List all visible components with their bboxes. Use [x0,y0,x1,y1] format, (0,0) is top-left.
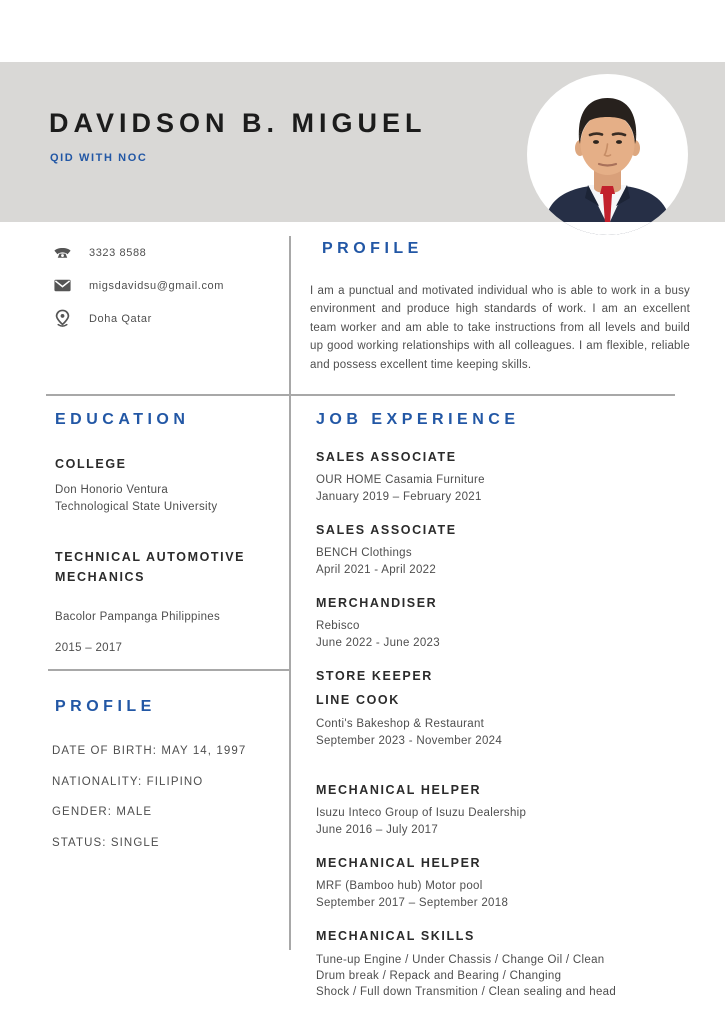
email-address: migsdavidsu@gmail.com [89,279,225,292]
profile-summary-heading: PROFILE [322,240,423,257]
job-entry [316,854,702,912]
mechanical-skills-block [316,927,702,1000]
job-title: SALES ASSOCIATE [316,523,457,537]
education-college-label: COLLEGE [55,457,127,471]
horizontal-divider-top [46,394,675,396]
job-title: SALES ASSOCIATE [316,450,457,464]
personal-items [52,745,287,849]
education-program: TECHNICAL AUTOMOTIVE MECHANICS [55,550,246,584]
contact-email-row [53,276,268,295]
email-icon [53,276,72,295]
job-period: January 2019 – February 2021 [316,491,482,503]
job-entry [316,448,702,506]
portrait-illustration [527,74,688,235]
job-period: April 2021 - April 2022 [316,564,437,576]
location-icon [53,309,72,328]
personal-profile-heading: PROFILE [55,698,156,715]
mechanical-skills-line: Drum break / Repack and Bearing / Changing [316,970,562,982]
job-company: OUR HOME Casamia Furniture [316,474,485,486]
candidate-subtitle: QID WITH NOC [50,152,148,164]
job-entry [316,781,702,839]
mechanical-skills-line: Tune-up Engine / Under Chassis / Change Oil / Clean [316,954,605,966]
contact-block [53,243,268,342]
job-company: Conti's Bakeshop & Restaurant [316,718,485,730]
phone-icon [53,243,72,262]
job-entry [316,594,702,652]
job-entry [316,667,702,750]
job-title-secondary: LINE COOK [316,693,400,707]
education-college-line1: Don Honorio Ventura [55,484,169,496]
personal-nationality: NATIONALITY: FILIPINO [52,775,204,788]
job-title: MECHANICAL HELPER [316,856,482,870]
personal-gender: GENDER: MALE [52,806,153,818]
job-entry [316,521,702,579]
job-title: STORE KEEPER [316,669,433,683]
job-experience-section [316,411,702,1000]
job-title: MERCHANDISER [316,596,438,610]
horizontal-divider-left [48,669,289,671]
mechanical-skills-line: Shock / Full down Transmition / Clean sealing and head [316,986,617,998]
profile-photo [527,74,688,235]
job-company: Rebisco [316,620,360,632]
education-college-line2: Technological State University [55,501,218,513]
contact-phone-row [53,243,268,262]
job-period: September 2017 – September 2018 [316,897,509,909]
phone-number: 3323 8588 [89,246,147,259]
mechanical-skills-title: MECHANICAL SKILLS [316,929,475,943]
profile-summary-text: I am a punctual and motivated individual who is able to work in a busy environment and produce high standards of work. I am an excellent team worker and am able to take instructions from all levels and build up good working relationships with all colleagues. I am flexible, reliable and possess excellent time keeping skills. [310,284,690,371]
candidate-name: DAVIDSON B. MIGUEL [49,108,427,138]
location-text: Doha Qatar [89,312,152,325]
education-years: 2015 – 2017 [55,642,123,654]
job-period: June 2022 - June 2023 [316,637,440,649]
job-title: MECHANICAL HELPER [316,783,482,797]
job-experience-heading: JOB EXPERIENCE [316,411,520,428]
education-location: Bacolor Pampanga Philippines [55,611,221,623]
education-heading: EDUCATION [55,411,190,428]
personal-status: STATUS: SINGLE [52,836,160,849]
education-college-name [55,482,290,516]
contact-location-row [53,309,268,328]
education-section [55,411,290,657]
personal-profile-section [52,698,287,867]
job-period: June 2016 – July 2017 [316,824,439,836]
job-company: BENCH Clothings [316,547,412,559]
personal-dob: DATE OF BIRTH: MAY 14, 1997 [52,745,247,757]
job-period: September 2023 - November 2024 [316,735,503,747]
job-company: MRF (Bamboo hub) Motor pool [316,880,483,892]
job-company: Isuzu Inteco Group of Isuzu Dealership [316,807,527,819]
